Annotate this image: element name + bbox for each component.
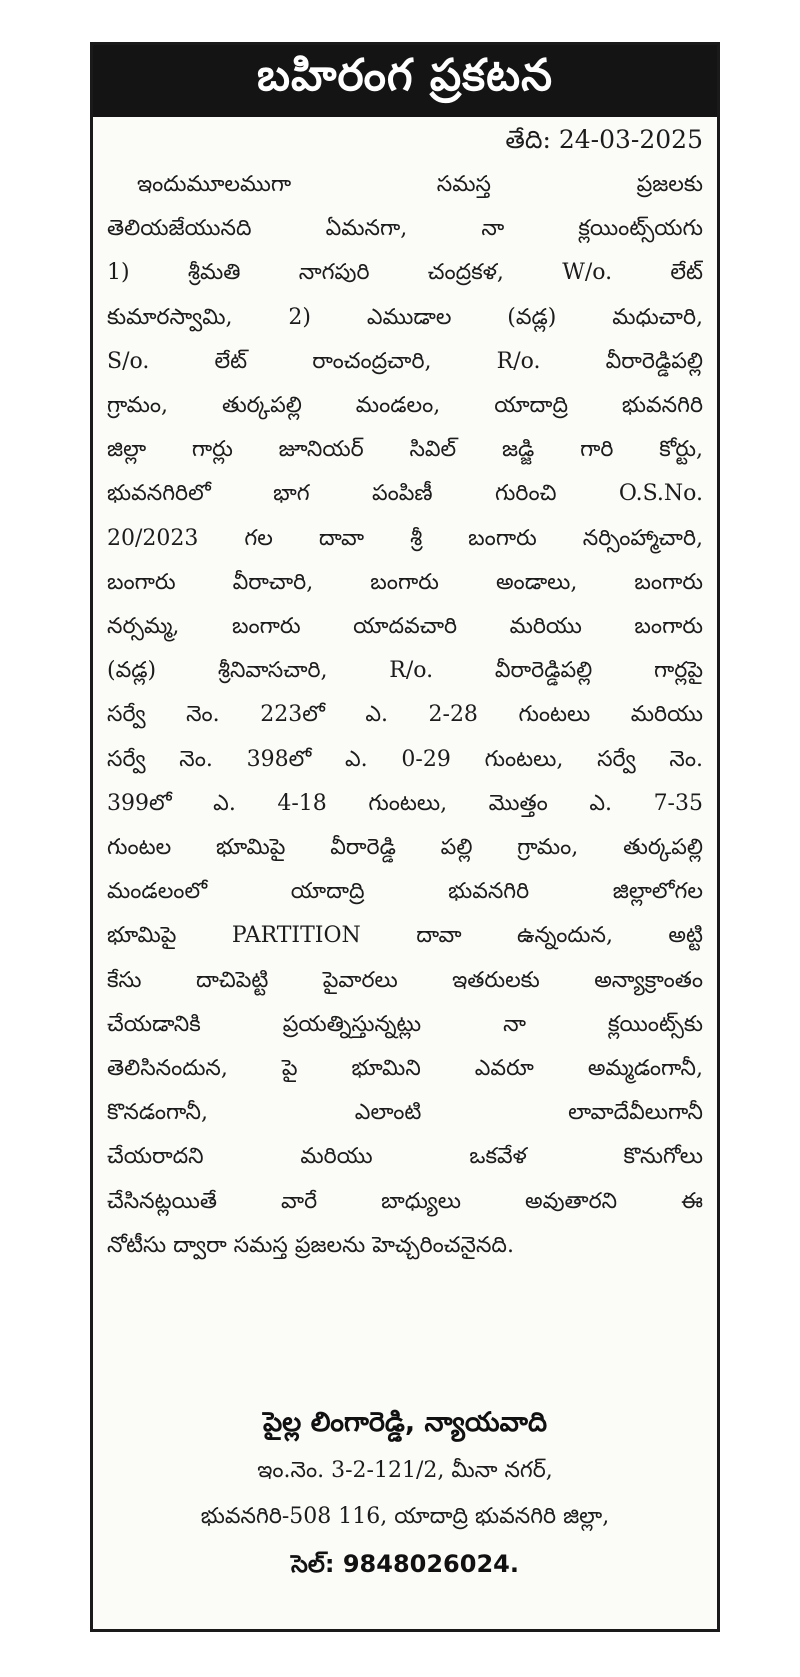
signatory-name: పైల్ల లింగారెడ్డి, న్యాయవాది [262,1407,548,1438]
body-line: కుమారస్వామి, 2) ఎముడాల (వడ్ల) మధుచారి, [107,304,703,330]
body-line: నోటీసు ద్వారా సమస్త ప్రజలను హెచ్చరించనైనది. [107,1232,514,1258]
body-line: కొనడంగానీ, ఎలాంటి లావాదేవీలుగానీ [107,1100,703,1126]
body-line: నర్సమ్మ, బంగారు యాదవచారి మరియు బంగారు [107,614,703,640]
legal-notice [90,42,720,1632]
body-line: మండలంలో యాదాద్రి భువనగిరి జిల్లాలోగల [107,879,703,905]
body-line: కేసు దాచిపెట్టి పైవారలు ఇతరులకు అన్యాక్రాంతం [107,967,703,993]
body-line: S/o. లేట్ రాంచంద్రచారి, R/o. వీరారెడ్డిపల్లి [107,348,703,374]
body-line: గుంటల భూమిపై వీరారెడ్డి పల్లి గ్రామం, తుర్కపల్లి [107,835,703,861]
body-line: భూమిపై PARTITION దావా ఉన్నందున, అట్టి [107,923,703,949]
notice-heading: బహిరంగ ప్రకటన [93,45,717,117]
body-line: బంగారు వీరాచారి, బంగారు అండాలు, బంగారు [107,569,703,595]
notice-date: తేది: 24-03-2025 [505,125,703,154]
cell-number: సెల్: 9848026024. [291,1550,519,1578]
body-line: చేయరాదని మరియు ఒకవేళ కొనుగోలు [107,1144,703,1170]
body-line: సర్వే నెం. 398లో ఎ. 0-29 గుంటలు, సర్వే నెం. [107,746,703,772]
body-line: సర్వే నెం. 223లో ఎ. 2-28 గుంటలు మరియు [107,702,703,728]
body-line: భువనగిరిలో భాగ పంపిణీ గురించి O.S.No. [107,481,703,507]
body-line: చేయడానికి ప్రయత్నిస్తున్నట్లు నా క్లయింట్స్‌కు [107,1011,703,1037]
body-line: 1) శ్రీమతి నాగపురి చంద్రకళ, W/o. లేట్ [107,260,703,286]
body-line: గ్రామం, తుర్కపల్లి మండలం, యాదాద్రి భువనగిరి [107,393,703,419]
address-line-1: ఇం.నెం. 3-2-121/2, మీనా నగర్, [257,1458,553,1483]
address-line-2: భువనగిరి-508 116, యాదాద్రి భువనగిరి జిల్లా, [200,1504,610,1529]
body-line: చేసినట్లయితే వారే బాధ్యులు అవుతారని ఈ [107,1188,703,1214]
body-line: 20/2023 గల దావా శ్రీ బంగారు నర్సింహ్మాచారి, [107,525,703,551]
body-line: (వడ్ల) శ్రీనివాసచారి, R/o. వీరారెడ్డిపల్లి గార్లపై [107,658,703,684]
body-line: తెలిసినందున, పై భూమిని ఎవరూ అమ్మడంగానీ, [107,1056,703,1082]
body-line: తెలియజేయునది ఏమనగా, నా క్లయింట్స్‌యగు [107,216,703,242]
body-line: 399లో ఎ. 4-18 గుంటలు, మొత్తం ఎ. 7-35 [107,790,703,816]
notice-body [107,163,703,1268]
body-line: జిల్లా గార్లు జూనియర్ సివిల్ జడ్జి గారి కోర్టు, [107,437,703,463]
body-line: ఇందుమూలముగా సమస్త ప్రజలకు [137,172,703,197]
